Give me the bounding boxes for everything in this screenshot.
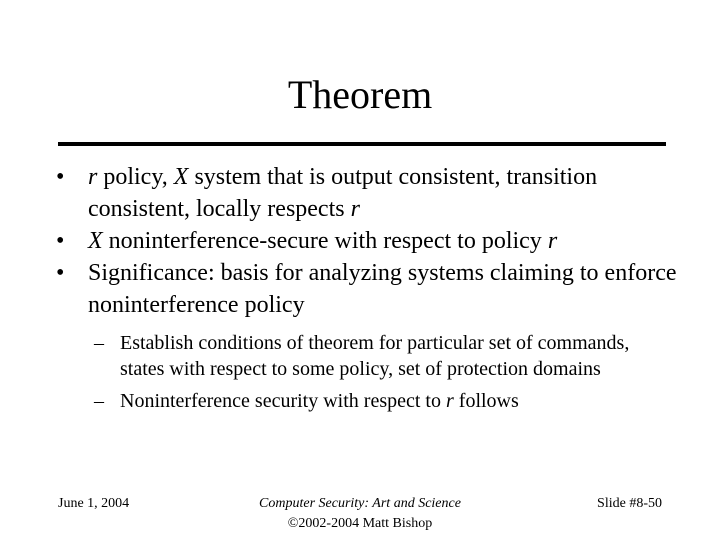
bullet-text-part: policy, [97, 164, 174, 190]
footer-slide-number: Slide #8-50 [597, 496, 662, 511]
bullet-marker: • [56, 164, 65, 190]
title-divider [58, 142, 666, 146]
bullet-text-part: system that is output consistent, transition consistent, locally respects [88, 164, 598, 222]
footer-course-info [200, 494, 520, 534]
footer-course-title: Computer Security: Art and Science [259, 496, 461, 511]
bullet-italic-text: r [350, 196, 360, 222]
sub-bullet-italic-text: r [445, 390, 454, 412]
bullet-item [56, 257, 686, 321]
bullet-italic-text: X [173, 164, 189, 190]
bullet-marker: • [56, 228, 65, 254]
sub-bullet-text: Establish conditions of theorem for particular set of commands, states with respect to some policy, set of protection domains [120, 332, 630, 380]
bullet-text [88, 164, 597, 222]
sub-bullet-text-part: Noninterference security with respect to [120, 390, 446, 412]
sub-bullet-list [94, 330, 654, 420]
bullet-italic-text: r [547, 228, 558, 254]
footer-copyright: ©2002-2004 Matt Bishop [287, 516, 433, 531]
main-bullet-list [56, 161, 686, 321]
bullet-item [56, 161, 686, 225]
bullet-italic-text: X [88, 228, 103, 254]
bullet-text: Significance: basis for analyzing systems claiming to enforce noninterference policy [88, 260, 677, 318]
sub-bullet-text-part: follows [453, 390, 519, 412]
sub-bullet-text [120, 390, 519, 412]
bullet-text-part: noninterference-secure with respect to policy [102, 228, 548, 254]
bullet-marker: • [56, 260, 65, 286]
bullet-italic-text: r [88, 164, 98, 190]
sub-bullet-item [94, 330, 654, 382]
bullet-text [88, 228, 557, 254]
slide-title: Theorem [287, 72, 433, 117]
sub-bullet-marker: – [94, 390, 104, 412]
sub-bullet-item [94, 388, 654, 414]
footer-date: June 1, 2004 [58, 496, 130, 511]
sub-bullet-marker: – [94, 332, 104, 354]
bullet-item [56, 225, 686, 257]
